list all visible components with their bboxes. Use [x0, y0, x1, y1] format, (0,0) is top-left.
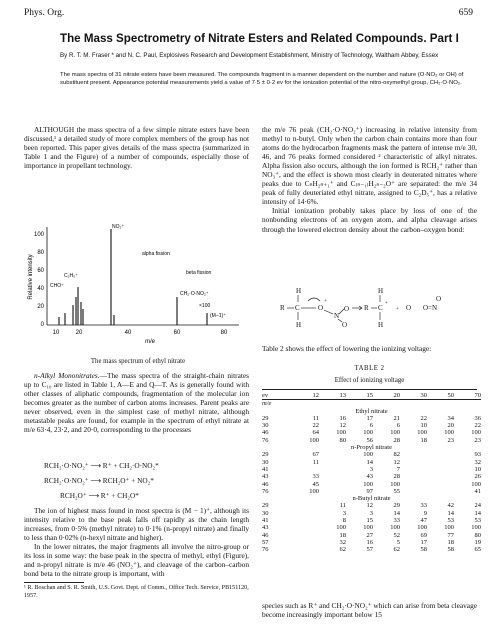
- table-cell: 70: [454, 392, 481, 400]
- label-beta: beta fission: [186, 270, 212, 276]
- table-cell: 43: [262, 524, 269, 532]
- table-cell: [454, 400, 481, 408]
- figure-xlabel: m/e: [144, 339, 156, 345]
- table-cell: 100: [417, 524, 427, 532]
- table-cell: [427, 473, 454, 480]
- table-cell: 36: [474, 414, 481, 422]
- table-row: [262, 437, 481, 444]
- xtick: 80: [220, 330, 228, 336]
- table-cell: 62: [393, 546, 400, 554]
- table-cell: 22: [474, 422, 481, 430]
- table-cell: 42: [447, 502, 454, 510]
- table-cell: 28: [393, 436, 400, 444]
- table-cell: 28: [393, 473, 400, 481]
- table-cell: 32: [339, 538, 346, 546]
- table-cell: 58: [420, 546, 427, 554]
- table-cell: [292, 517, 319, 524]
- table-cell: 50: [427, 392, 454, 400]
- table-cell: 10: [420, 422, 427, 430]
- table-cell: 43: [262, 473, 269, 481]
- table-cell: 11: [312, 414, 319, 422]
- table-cell: [400, 451, 427, 458]
- scheme-atom: H: [378, 287, 384, 295]
- section-heading: n-Alkyl Mononitrates.: [34, 371, 100, 380]
- label-m-minus-1: (M−1)⁺: [210, 313, 226, 319]
- table-cell: 100: [363, 480, 373, 488]
- table-cell: 5: [396, 538, 400, 546]
- table-cell: [427, 488, 454, 495]
- table-cell: 100: [390, 524, 400, 532]
- table-intro: [262, 344, 477, 353]
- table-cell: 12: [339, 422, 346, 430]
- table-cell: 14: [393, 509, 400, 517]
- byline: By R. T. M. Fraser * and N. C. Paul, Explosives Research and Development Establishment, Ministry of Technology, Waltham Abbey, Essex: [60, 52, 439, 59]
- table-cell: 12: [366, 502, 373, 510]
- journal-header: Phys. Org.: [24, 8, 65, 18]
- table-cell: 30: [400, 392, 427, 400]
- table-rule-top: [262, 389, 477, 390]
- table-cell: [292, 502, 319, 509]
- table-cell: [400, 466, 427, 473]
- table-header-row: [262, 392, 481, 400]
- table-cell: [292, 510, 319, 517]
- scheme-atom: R: [364, 304, 369, 312]
- table-cell: 3: [369, 465, 373, 473]
- table-intro-text: Table 2 shows the effect of lowering the ionizing voltage:: [262, 344, 432, 353]
- table-cell: 30: [262, 422, 269, 430]
- table-cell: 18: [420, 436, 427, 444]
- table-group-name: n-Butyl nitrate: [352, 495, 391, 503]
- table-cell: 6: [396, 422, 400, 430]
- paper-title: The Mass Spectrometry of Nitrate Esters and Related Compounds. Part I: [60, 32, 459, 45]
- table-row: [262, 422, 481, 429]
- table-cell: 80: [474, 531, 481, 539]
- ytick: 60: [37, 268, 44, 274]
- table-cell: 6: [369, 422, 373, 430]
- table-cell: [292, 400, 319, 408]
- xtick: 40: [124, 330, 132, 336]
- ethyl-nitrate-spectrum-figure: [24, 217, 249, 357]
- ytick: 0: [40, 322, 44, 328]
- figure-ylabel: Relative intensity: [28, 254, 34, 300]
- table-cell: [427, 459, 454, 466]
- table-row: [262, 481, 481, 488]
- table-cell: [319, 451, 346, 458]
- table-cell: 67: [312, 451, 319, 459]
- table-cell: 27: [366, 531, 373, 539]
- xtick: 10: [52, 330, 60, 336]
- highest-ion-text: The ion of highest mass found in most spectra is (M − 1)⁺, although its intensity relative to the base peak falls off rapidly as the chain length increases, from 0·5% (methyl nitrate) to 0·1% (n-propyl nitrate) and finally to less than 0·02% (n-hexyl nitrate and higher).: [24, 506, 249, 543]
- table-cell: [319, 473, 346, 480]
- table-cell: 82: [393, 451, 400, 459]
- scheme-atom: O: [344, 305, 350, 313]
- table-cell: [400, 481, 427, 488]
- table-cell: [292, 524, 319, 531]
- table-title: Effect of ionizing voltage: [334, 377, 405, 384]
- table-cell: 62: [339, 546, 346, 554]
- table-cell: 46: [262, 429, 269, 437]
- equation-2: RCH₂·O·NO₂⁺ ⟶ RCH₂O⁺ + NO₂*: [44, 476, 154, 485]
- table-cell: 100: [363, 429, 373, 437]
- intro-text: ALTHOUGH the mass spectra of a few simple nitrate esters have been discussed,¹ a detailed study of more complex members of the group has not been reported. This paper gives details of the mass spectra (summarized in Table 1 and the Figure) of a number of compounds, especially those of importance in propellant technology.: [24, 125, 249, 171]
- table-cell: 33: [420, 502, 427, 510]
- scheme-atom: O: [406, 304, 412, 312]
- table-cell: 21: [393, 414, 400, 422]
- table-cell: 53: [474, 517, 481, 525]
- section-alkyl-mononitrates: [24, 371, 249, 434]
- table-cell: 23: [447, 436, 454, 444]
- table-cell: 3: [369, 509, 373, 517]
- table-cell: 16: [339, 414, 346, 422]
- table-cell: [319, 459, 346, 466]
- right-column-text: [262, 125, 477, 234]
- table-cell: 30: [262, 458, 269, 466]
- table-cell: 22: [312, 422, 319, 430]
- scheme-atom: C: [378, 304, 383, 312]
- table-cell: 100: [363, 524, 373, 532]
- table-cell: 100: [336, 429, 346, 437]
- table-subheader-row: [262, 400, 481, 408]
- table-cell: 93: [474, 451, 481, 459]
- table-cell: 46: [262, 480, 269, 488]
- ytick: 20: [37, 304, 44, 310]
- xtick: 60: [173, 330, 181, 336]
- table-cell: 22: [420, 414, 427, 422]
- table-cell: 15: [346, 392, 373, 400]
- right-text-2: Initial ionization probably takes place by loss of one of the nonbonding electrons of an oxygen atom, and alpha cleavage arises through the lowered electron density about the carbon–oxygen bond:: [262, 206, 477, 234]
- table-cell: 17: [366, 414, 373, 422]
- footnote: ¹ R. Boschan and S. R. Smith, U.S. Govt. Dept. of Comm., Office Tech. Service, PB151120, 1957.: [24, 585, 249, 599]
- alpha-cleavage-scheme: [278, 283, 468, 338]
- table-cell: 29: [262, 414, 269, 422]
- table-row: [262, 488, 481, 495]
- table-cell: 69: [420, 531, 427, 539]
- table-cell: 57: [366, 546, 373, 554]
- ytick: 100: [33, 232, 44, 238]
- scheme-atom: H: [296, 321, 302, 329]
- label-alpha: alpha fission: [142, 251, 170, 257]
- table-cell: 77: [447, 531, 454, 539]
- table-cell: 100: [444, 429, 454, 437]
- scheme-atom: O=N: [423, 304, 438, 312]
- ytick: 40: [37, 286, 44, 292]
- table-group-name: Ethyl nitrate: [355, 407, 388, 415]
- table-cell: [319, 400, 346, 408]
- table-cell: 24: [474, 502, 481, 510]
- table-cell: [400, 400, 427, 408]
- table-cell: 11: [339, 502, 346, 510]
- page-number: 659: [458, 8, 473, 18]
- table-cell: 52: [393, 531, 400, 539]
- table-cell: [319, 481, 346, 488]
- right-column-end: [262, 601, 477, 619]
- table-cell: 17: [420, 538, 427, 546]
- table-cell: 100: [471, 429, 481, 437]
- table-cell: 33: [393, 517, 400, 525]
- table-cell: 16: [366, 538, 373, 546]
- table-row: [262, 451, 481, 458]
- table-row: [262, 532, 481, 539]
- table-cell: 15: [366, 517, 373, 525]
- table-row: [262, 473, 481, 480]
- table-cell: 41: [474, 487, 481, 495]
- table-row: [262, 466, 481, 473]
- table-cell: [292, 466, 319, 473]
- table-cell: 8: [342, 517, 346, 525]
- table-row: [262, 459, 481, 466]
- table-cell: 76: [262, 546, 269, 554]
- table-cell: 14: [474, 509, 481, 517]
- xtick: 20: [75, 330, 83, 336]
- svg-text:+: +: [385, 301, 388, 306]
- label-ch2ono2: CH₂·O·NO₂⁺: [180, 291, 209, 297]
- table-cell: 19: [474, 538, 481, 546]
- table-cell: 64: [312, 429, 319, 437]
- table-cell: 29: [262, 451, 269, 459]
- table-cell: 13: [319, 392, 346, 400]
- table-cell: [346, 400, 373, 408]
- table-cell: [292, 546, 319, 553]
- table-cell: 9: [423, 509, 427, 517]
- right-text-1: the m/e 76 peak (CH₂·O·NO₂⁺) increasing in relative intensity from methyl to n-butyl. Only when the carbon chain contains more than four atoms do the hydrocarbon fragments mask the pattern of intense m/e 30, 46, and 76 peaks formed considered ² characteristic of alkyl nitrates. Alpha fission also occurs, although the ion formed is RCH₂⁺ rather than NO₃⁺, and the effect is shown most clearly in deuterated nitrates where peaks due to CₙH₂ₙ₊₁⁺ and C₍ₙ₋₁₎H₂ₙ₋₂O⁺ are separated: the m/e 34 peak of fully deuteriated ethyl nitrate, assigned to C₂D₅⁺, has a relative intensity of 14·6%.: [262, 125, 477, 207]
- table-cell: 14: [447, 509, 454, 517]
- table-cell: 12: [393, 458, 400, 466]
- svg-text:+: +: [324, 299, 327, 304]
- table-cell: [400, 488, 427, 495]
- table-cell: [427, 481, 454, 488]
- label-no2: NO₂⁺: [112, 224, 125, 230]
- table-group-row: [262, 408, 481, 415]
- table-cell: 32: [474, 458, 481, 466]
- table-cell: 100: [444, 524, 454, 532]
- section-text: —The mass spectra of the straight-chain nitrates up to C₁₀ are listed in Table 1, A—E and Q—T. As is generally found with other classes of aliphatic compounds, fragmentation of the molecular ion becomes greater as the number of carbon atoms increases. Parent peaks are never observed, even in the simplest case of methyl nitrate, although metastable peaks are found, for example in the spectrum of ethyl nitrate at m/e 63·4, 23·2, and 20·0, corresponding to the processes: [24, 371, 249, 435]
- table-cell: [373, 400, 400, 408]
- table-cell: 3: [342, 509, 346, 517]
- table-row: [262, 502, 481, 509]
- table-cell: 41: [262, 465, 269, 473]
- table-cell: 56: [366, 436, 373, 444]
- table-group-row: [262, 444, 481, 451]
- scheme-atom: O: [436, 295, 442, 303]
- table-cell: 18: [447, 538, 454, 546]
- table-cell: 100: [471, 524, 481, 532]
- table-cell: 29: [262, 502, 269, 510]
- table-cell: 26: [474, 473, 481, 481]
- table-label: TABLE 2: [354, 365, 385, 372]
- table-cell: 7: [396, 465, 400, 473]
- table-cell: [427, 466, 454, 473]
- table-cell: [400, 473, 427, 480]
- table-cell: 97: [366, 487, 373, 495]
- table-cell: [427, 400, 454, 408]
- table-cell: 80: [339, 436, 346, 444]
- table-cell: 29: [393, 502, 400, 510]
- lower-nitrates-text: In the lower nitrates, the major fragments all involve the nitro-group or its loss in some way: the base peak in the spectra of methyl, ethyl (Figure), and n-propyl nitrate is m/e 46 (NO₂⁺), and cleavage of the carbon–carbon bond beta to the nitrate group is important, with: [24, 542, 249, 579]
- scheme-atom: R: [280, 304, 285, 312]
- footnote-rule: [24, 582, 84, 583]
- table-row: [262, 539, 481, 546]
- table-row: [262, 524, 481, 531]
- table-cell: 20: [373, 392, 400, 400]
- table-cell: 100: [471, 480, 481, 488]
- scheme-atom: N: [334, 312, 340, 320]
- table-cell: 45: [312, 480, 319, 488]
- table-cell: 20: [447, 422, 454, 430]
- table-cell: 57: [262, 538, 269, 546]
- table-cell: 41: [262, 517, 269, 525]
- table-cell: 46: [262, 531, 269, 539]
- table-cell: 76: [262, 436, 269, 444]
- table-cell: 100: [309, 436, 319, 444]
- abstract: The mass spectra of 31 nitrate esters have been measured. The compounds fragment in a manner dependent on the number and nature (O·NO₂ or OH) of substituent present. Appearance potential measurements yield a value of 7·5 ± 0·2 ev for the ionization potential of the nitro-oxymethyl group, CH₂·O·NO₂.: [60, 72, 464, 86]
- table-cell: 14: [366, 458, 373, 466]
- table-cell: 100: [309, 487, 319, 495]
- figure-caption: The mass spectrum of ethyl nitrate: [90, 358, 186, 365]
- label-c2h5: C₂H₅⁺: [64, 273, 78, 279]
- table-cell: 10: [474, 465, 481, 473]
- table-row: [262, 429, 481, 436]
- table-ionizing-voltage: [262, 392, 481, 554]
- ytick: 80: [37, 250, 44, 256]
- table-group-row: [262, 495, 481, 502]
- right-end-text: species such as R⁺ and CH₂·O·NO₂⁺ which can arise from beta cleavage become increasingly important below 15: [262, 601, 477, 620]
- table-cell: 100: [390, 480, 400, 488]
- table-cell: 100: [390, 429, 400, 437]
- table-cell: 30: [262, 509, 269, 517]
- scheme-atom: O: [342, 321, 348, 329]
- label-x100: ×100: [199, 303, 211, 309]
- table-cell: 34: [447, 414, 454, 422]
- equation-3: RCH₂O⁺ ⟶ R⁺ + CH₂O*: [60, 491, 139, 500]
- scheme-atom: H: [378, 321, 384, 329]
- table-cell: [292, 532, 319, 539]
- table-cell: 11: [312, 458, 319, 466]
- table-cell: 58: [447, 546, 454, 554]
- table-cell: 55: [393, 487, 400, 495]
- scheme-atom: H: [296, 287, 302, 295]
- svg-text:+: +: [396, 307, 399, 312]
- table-cell: 43: [366, 473, 373, 481]
- highest-ion-paragraph: [24, 506, 249, 578]
- scheme-atom: C: [295, 304, 300, 312]
- table-cell: [319, 466, 346, 473]
- table-cell: [400, 459, 427, 466]
- table-cell: 100: [417, 429, 427, 437]
- table-row: [262, 546, 481, 553]
- scheme-atom: O: [318, 304, 324, 312]
- label-cho: CHO⁺: [50, 283, 64, 289]
- table-cell: 53: [447, 517, 454, 525]
- table-cell: 23: [474, 436, 481, 444]
- table-row: [262, 517, 481, 524]
- intro-paragraph: [24, 125, 249, 170]
- table-row: [262, 415, 481, 422]
- table-cell: m/e: [262, 400, 272, 408]
- table-cell: 100: [363, 451, 373, 459]
- table-cell: 100: [336, 524, 346, 532]
- table-cell: [427, 451, 454, 458]
- table-cell: 76: [262, 487, 269, 495]
- table-row: [262, 510, 481, 517]
- table-cell: 47: [420, 517, 427, 525]
- table-cell: 33: [312, 473, 319, 481]
- table-cell: [319, 488, 346, 495]
- table-cell: [292, 539, 319, 546]
- table-cell: 65: [474, 546, 481, 554]
- table-group-name: n-Propyl nitrate: [351, 444, 392, 452]
- table-cell: 12: [292, 392, 319, 400]
- table-cell: 18: [339, 531, 346, 539]
- table-cell: ev: [262, 392, 292, 400]
- equation-1: RCH₂·O·NO₂⁺ ⟶ R⁺ + CH₂·O·NO₂*: [44, 461, 159, 470]
